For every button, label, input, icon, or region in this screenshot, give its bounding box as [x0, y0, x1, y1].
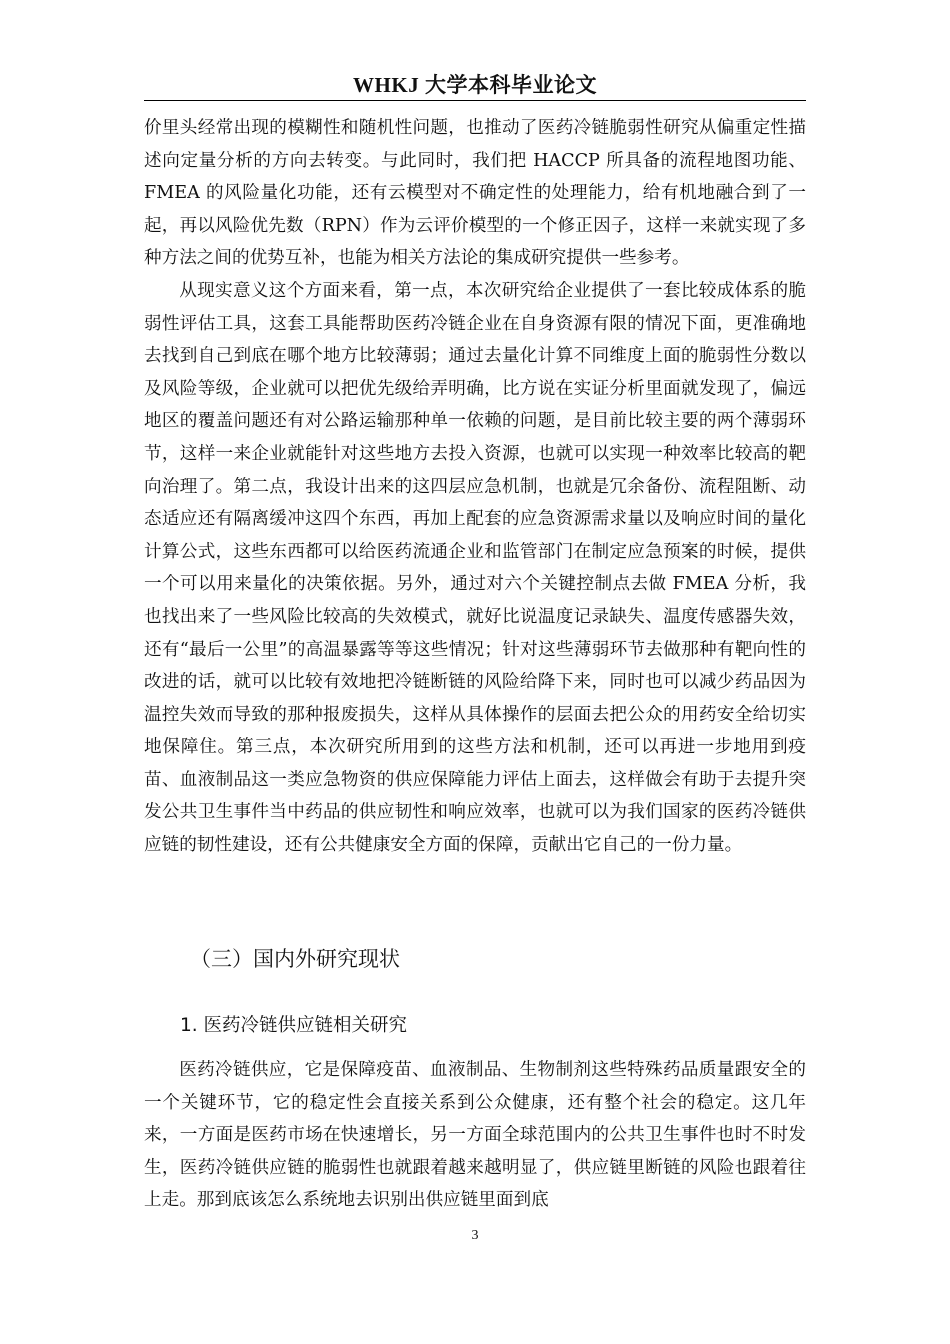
header-rule — [144, 100, 806, 101]
paragraph-cold-chain-research: 医药冷链供应，它是保障疫苗、血液制品、生物制剂这些特殊药品质量跟安全的一个关键环节，它的稳定性会直接关系到公众健康，还有整个社会的稳定。这几年来，一方面是医药市场在快速增长，另一方面全球范围内的公共卫生事件也时不时发生，医药冷链供应链的脆弱性也就跟着越来越明显了，供应链里断链的风险也跟着往上走。那到底该怎么系统地去识别出供应链里面到底 — [144, 1060, 806, 1211]
subsection-heading: 1. 医药冷链供应链相关研究 — [180, 1015, 408, 1036]
page-number: 3 — [471, 1228, 479, 1243]
body-text — [144, 112, 806, 862]
paragraph-practical-significance: 从现实意义这个方面来看，第一点，本次研究给企业提供了一套比较成体系的脆弱性评估工具，这套工具能帮助医药冷链企业在自身资源有限的情况下面，更准确地去找到自己到底在哪个地方比较薄弱；通过去量化计算不同维度上面的脆弱性分数以及风险等级，企业就可以把优先级给弄明确，比方说在实证分析里面就发现了，偏远地区的覆盖问题还有对公路运输那种单一依赖的问题，是目前比较主要的两个薄弱环节，这样一来企业就能针对这些地方去投入资源，也就可以实现一种效率比较高的靶向治理了。第二点，我设计出来的这四层应急机制，也就是冗余备份、流程阻断、动态适应还有隔离缓冲这四个东西，再加上配套的应急资源需求量以及响应时间的量化计算公式，这些东西都可以给医药流通企业和监管部门在制定应急预案的时候，提供一个可以用来量化的决策依据。另外，通过对六个关键控制点去做 FMEA 分析，我也找出来了一些风险比较高的失效模式，就好比说温度记录缺失、温度传感器失效，还有“最后一公里”的高温暴露等等这些情况；针对这些薄弱环节去做那种有靶向性的改进的话，就可以比较有效地把冷链断链的风险给降下来，同时也可以减少药品因为温控失效而导致的那种报废损失，这样从具体操作的层面去把公众的用药安全给切实地保障住。第三点，本次研究所用到的这些方法和机制，还可以再进一步地用到疫苗、血液制品这一类应急物资的供应保障能力评估上面去，这样做会有助于去提升突发公共卫生事件当中药品的供应韧性和响应效率，也就可以为我们国家的医药冷链供应链的韧性建设，还有公共健康安全方面的保障，贡献出它自己的一份力量。 — [144, 280, 806, 856]
running-header: WHKJ 大学本科毕业论文 — [353, 73, 597, 97]
subsection-body-text — [144, 1054, 806, 1217]
section-heading: （三）国内外研究现状 — [190, 947, 400, 971]
paragraph-continued: 价里头经常出现的模糊性和随机性问题，也推动了医药冷链脆弱性研究从偏重定性描述向定量分析的方向去转变。与此同时，我们把 HACCP 所具备的流程地图功能、FMEA 的风险量化功能，还有云模型对不确定性的处理能力，给有机地融合到了一起，再以风险优先数（RPN）作为云评价模型的一个修正因子，这样一来就实现了多种方法之间的优势互补，也能为相关方法论的集成研究提供一些参考。 — [144, 118, 806, 269]
